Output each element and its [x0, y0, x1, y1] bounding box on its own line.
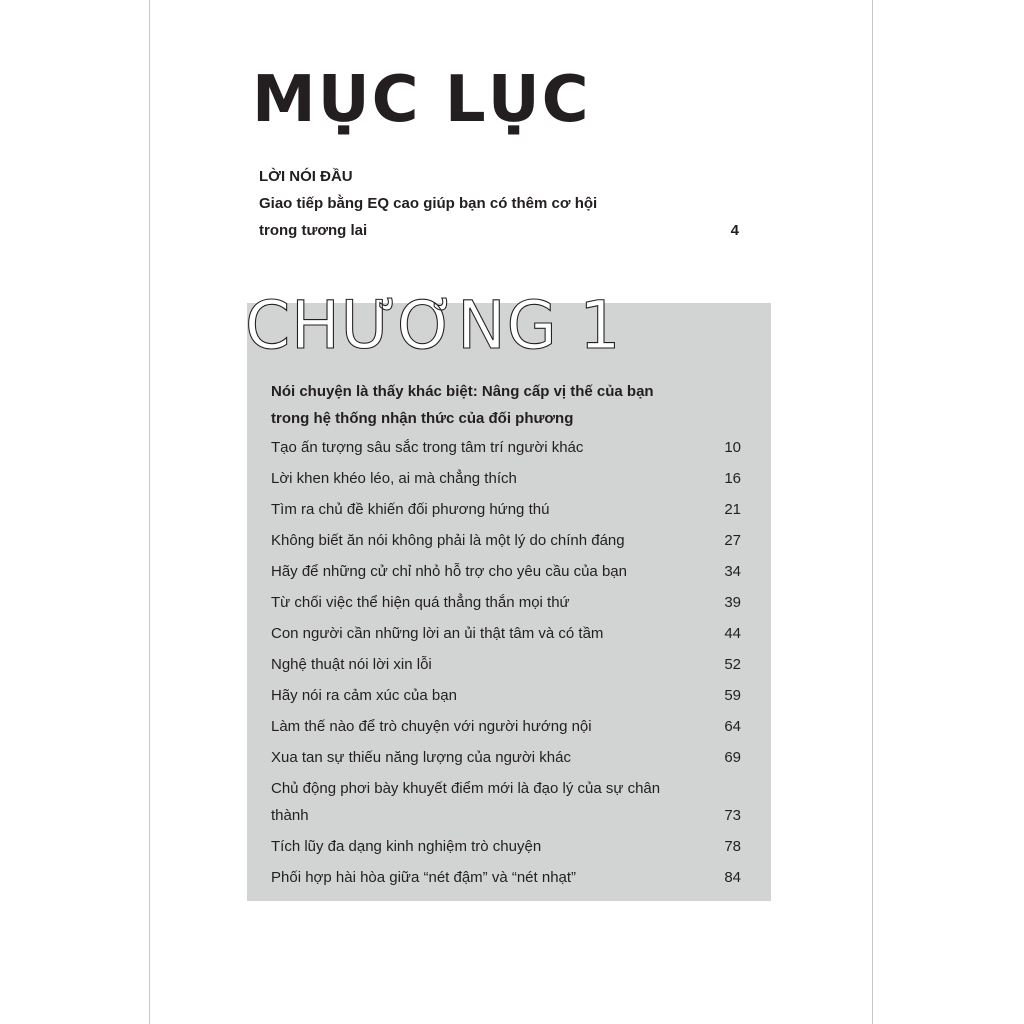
toc-entry-page-number: 34: [724, 563, 741, 580]
chapter-1-section: [245, 287, 771, 901]
toc-entry: [271, 620, 741, 647]
toc-entry: [271, 744, 741, 771]
toc-entry: [271, 833, 741, 860]
toc-entry: [271, 864, 741, 891]
toc-entry: [271, 775, 741, 829]
toc-entry-page-number: 10: [724, 439, 741, 456]
toc-entry-title: Làm thế nào để trò chuyện với người hướng nội: [271, 718, 592, 735]
toc-entry: [271, 465, 741, 492]
chapter-title: CHƯƠNG 1: [245, 287, 622, 364]
toc-entry: [271, 496, 741, 523]
toc-entry-page-number: 16: [724, 470, 741, 487]
preface-subtitle-line2: trong tương lai: [259, 222, 368, 239]
toc-entry-title: Hãy nói ra cảm xúc của bạn: [271, 687, 457, 704]
toc-entry-page-number: 59: [724, 687, 741, 704]
toc-list: [271, 434, 741, 895]
toc-entry-title: Con người cần những lời an ủi thật tâm và có tầm: [271, 625, 604, 642]
toc-entry-page-number: 78: [724, 838, 741, 855]
toc-entry-title: Phối hợp hài hòa giữa “nét đậm” và “nét nhạt”: [271, 869, 577, 886]
preface-page-number: 4: [730, 222, 739, 239]
toc-entry-title: Nghệ thuật nói lời xin lỗi: [271, 656, 432, 673]
chapter-subtitle-line1: Nói chuyện là thấy khác biệt: Nâng cấp vị thế của bạn: [271, 383, 654, 400]
preface-heading: LỜI NÓI ĐẦU: [259, 168, 353, 185]
toc-entry-title: Lời khen khéo léo, ai mà chẳng thích: [271, 470, 517, 487]
toc-entry-page-number: 69: [724, 749, 741, 766]
toc-entry-title: Tích lũy đa dạng kinh nghiệm trò chuyện: [271, 838, 542, 855]
toc-entry: [271, 527, 741, 554]
toc-entry: [271, 651, 741, 678]
toc-entry-page-number: 39: [724, 594, 741, 611]
toc-entry-title: Xua tan sự thiếu năng lượng của người khác: [271, 749, 571, 766]
toc-entry: [271, 558, 741, 585]
toc-entry: [271, 589, 741, 616]
book-page: [149, 0, 873, 1024]
toc-entry: [271, 713, 741, 740]
toc-entry-title: Không biết ăn nói không phải là một lý do chính đáng: [271, 532, 625, 549]
toc-entry-page-number: 64: [724, 718, 741, 735]
toc-entry-title: Chủ động phơi bày khuyết điểm mới là đạo lý của sự chân thành: [271, 780, 661, 824]
toc-entry-title: Tạo ấn tượng sâu sắc trong tâm trí người khác: [271, 439, 584, 456]
toc-entry-title: Từ chối việc thể hiện quá thẳng thắn mọi thứ: [271, 594, 570, 611]
toc-entry-page-number: 44: [724, 625, 741, 642]
chapter-subtitle: [271, 378, 654, 432]
page-title: MỤC LỤC: [252, 63, 591, 137]
toc-entry-page-number: 27: [724, 532, 741, 549]
toc-entry-title: Tìm ra chủ đề khiến đối phương hứng thú: [271, 501, 550, 518]
toc-entry-page-number: 21: [724, 501, 741, 518]
toc-entry-title: Hãy để những cử chỉ nhỏ hỗ trợ cho yêu cầu của bạn: [271, 563, 627, 580]
toc-entry: [271, 434, 741, 461]
chapter-subtitle-line2: trong hệ thống nhận thức của đối phương: [271, 410, 574, 427]
toc-entry-page-number: 73: [724, 807, 741, 824]
toc-entry-page-number: 52: [724, 656, 741, 673]
toc-entry: [271, 682, 741, 709]
preface-subtitle-line1: Giao tiếp bằng EQ cao giúp bạn có thêm cơ hội: [259, 195, 598, 212]
toc-entry-page-number: 84: [724, 869, 741, 886]
